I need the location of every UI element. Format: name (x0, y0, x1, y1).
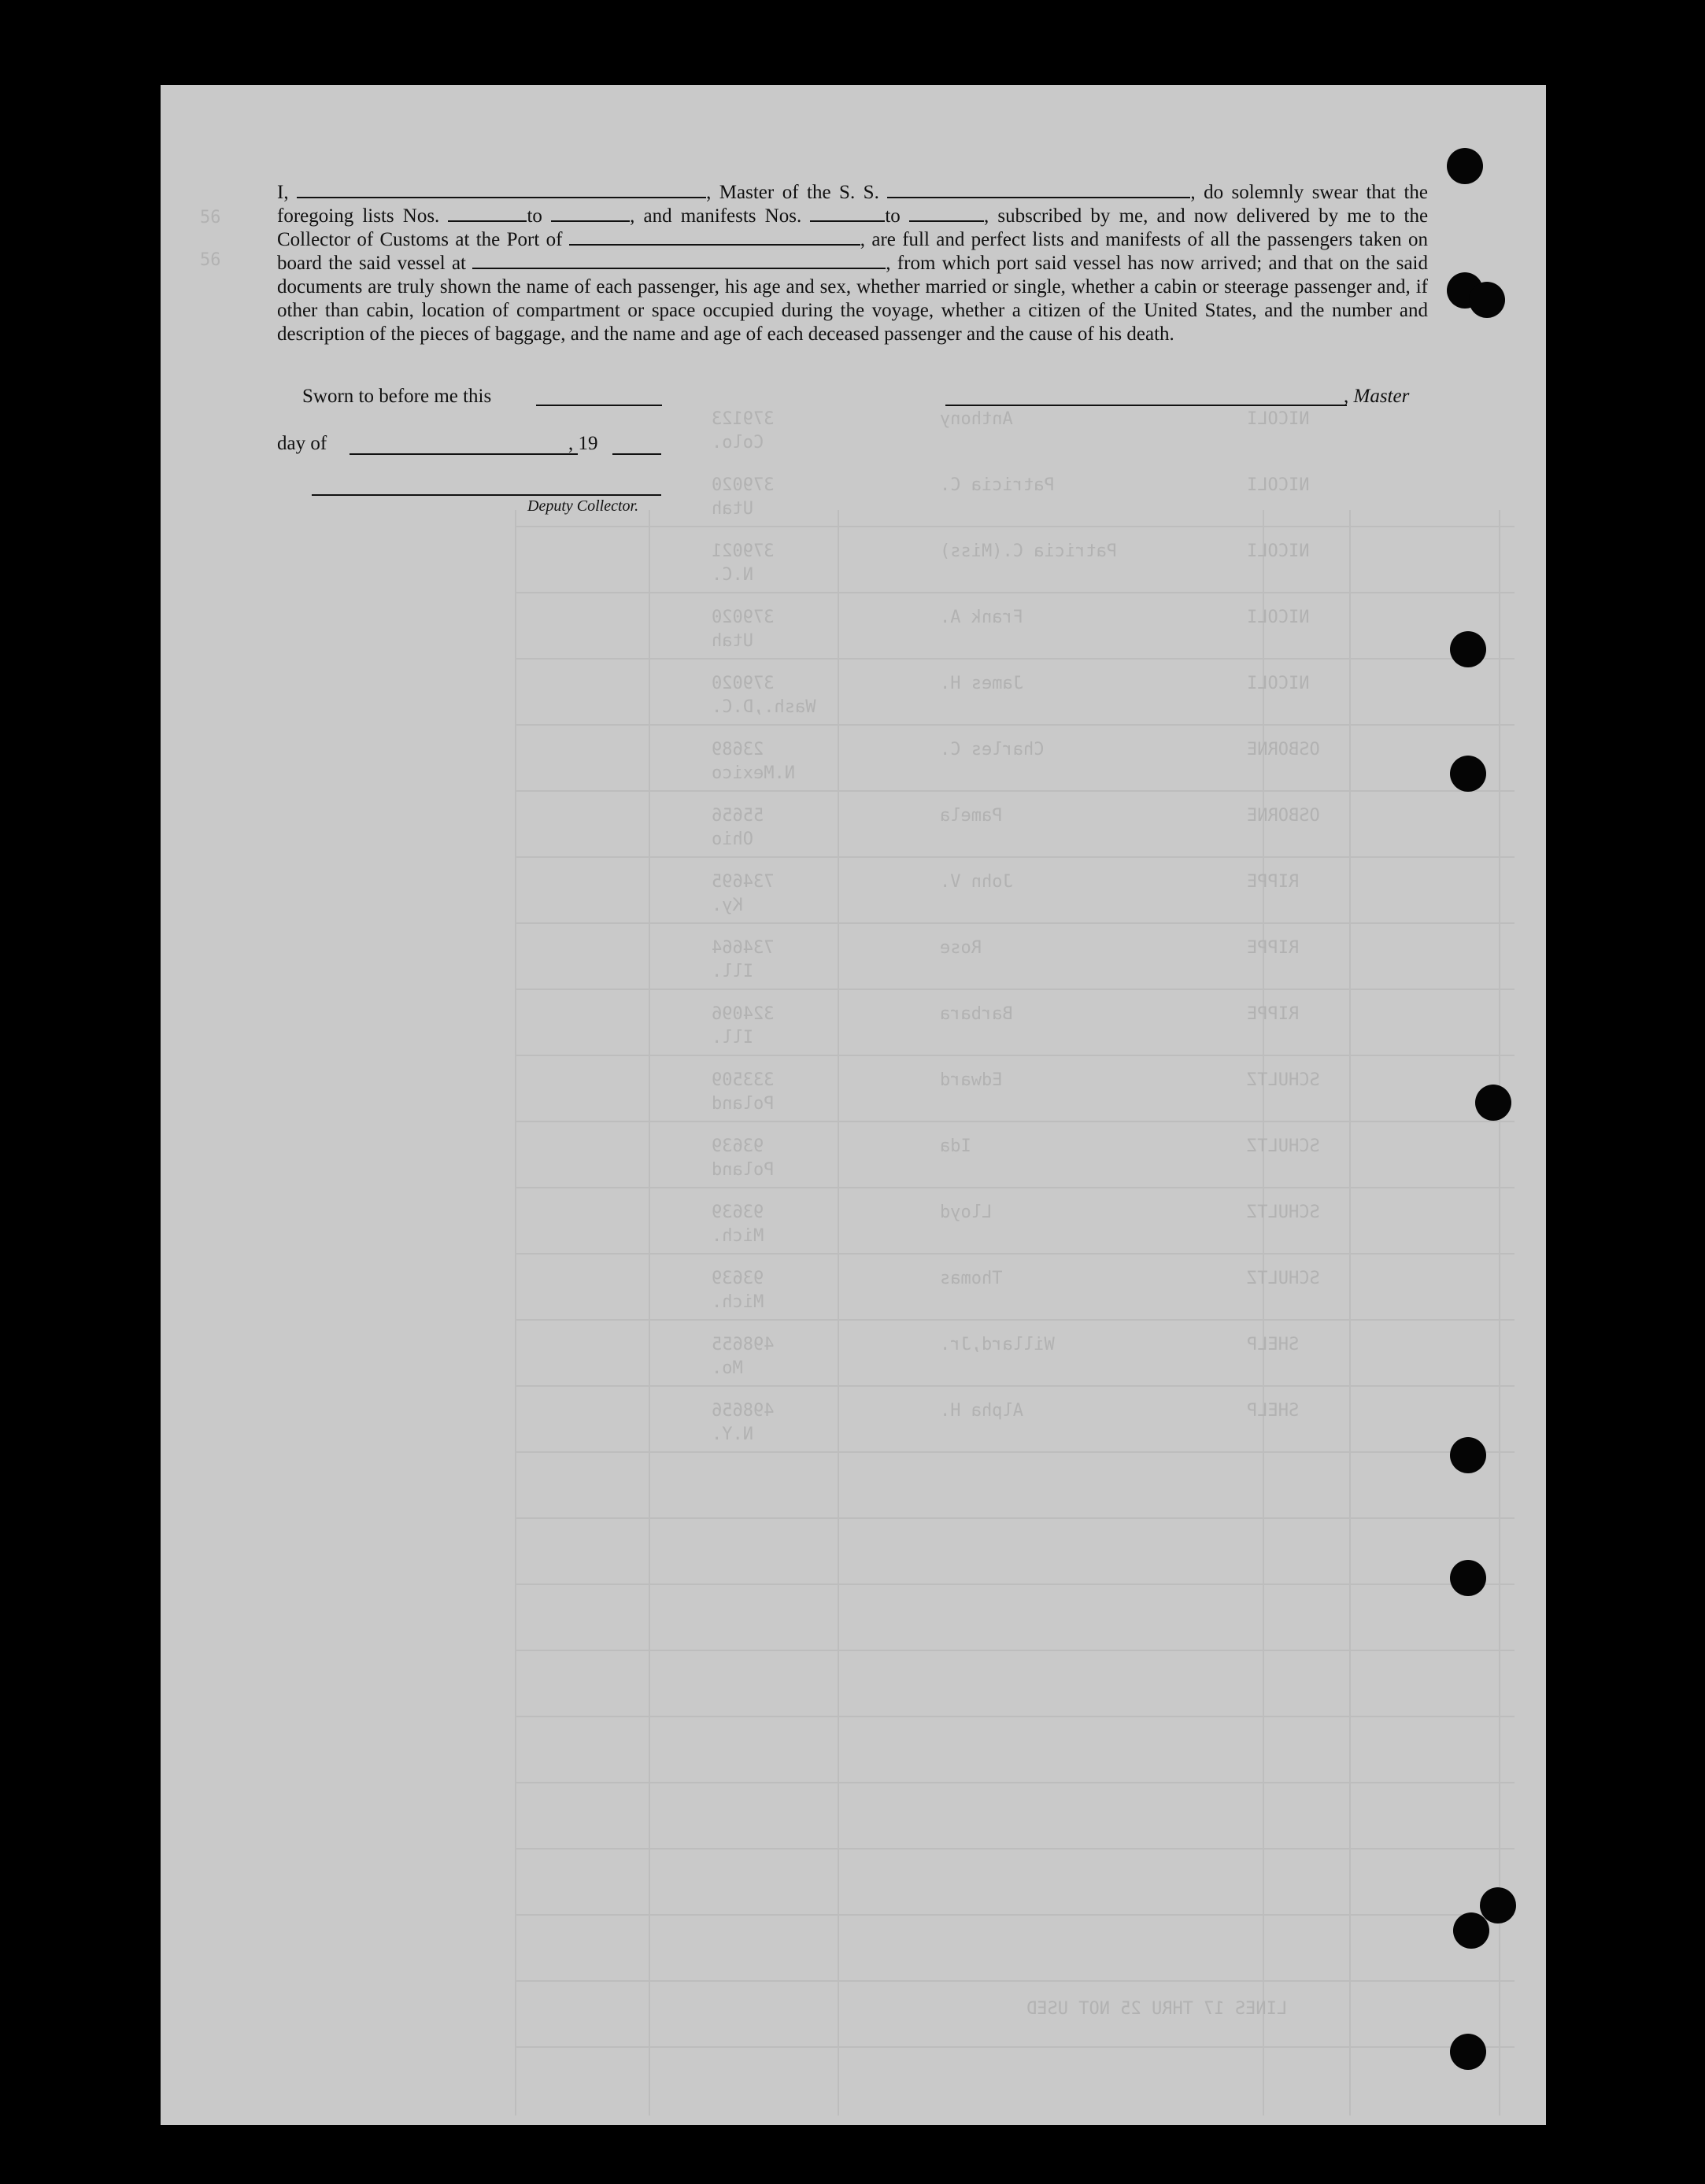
bleed-number-text: 734695 (712, 872, 775, 892)
bleed-number (712, 409, 774, 429)
binder-hole (1480, 1887, 1516, 1923)
oath-text-7: , subscribed by me, and now delivered by me to the Collector of Customs at the Port of (277, 205, 1429, 250)
lists-from-blank (448, 205, 527, 222)
bleed-given-name-text: Barbara (940, 1004, 1013, 1024)
binder-hole (1453, 1912, 1489, 1949)
grid-line (515, 1253, 1515, 1255)
bleed-place (712, 962, 753, 981)
bleed-surname (1247, 674, 1309, 693)
oath-text-6: to (885, 205, 901, 227)
bleed-surname-text: SCHULTZ (1247, 1203, 1320, 1222)
manifests-from-blank (810, 205, 885, 222)
bleed-number-text: 379020 (712, 475, 775, 495)
binder-hole (1450, 2034, 1486, 2070)
bleed-number (712, 541, 774, 561)
bleed-number (712, 938, 774, 958)
grid-line (515, 989, 1515, 990)
bleed-place (712, 1226, 764, 1246)
bleed-surname-text: OSBORNE (1247, 740, 1320, 759)
binder-hole (1450, 631, 1486, 667)
bleed-number (712, 1335, 774, 1354)
grid-line (515, 922, 1515, 924)
bleed-number-text: 379020 (712, 608, 775, 627)
footer-note-text: LINES 17 THRU 25 NOT USED (1026, 1999, 1288, 2019)
bleed-surname (1247, 806, 1320, 826)
grid-line (515, 1385, 1515, 1387)
bleed-surname-text: RIPPE (1247, 872, 1300, 892)
bleed-given-name-text: Edward (940, 1070, 1003, 1090)
grid-column-line (1349, 510, 1351, 2116)
bleed-place-text: Mo. (712, 1358, 743, 1378)
bleed-number-text: 498655 (712, 1335, 775, 1354)
bleed-given-name-text: Patricia C.(Miss) (940, 541, 1118, 561)
bleed-place (712, 499, 753, 519)
bleed-place (712, 631, 753, 651)
bleed-given-name (940, 740, 1044, 759)
bleed-number (712, 475, 774, 495)
bleed-surname-text: SHELP (1247, 1335, 1300, 1354)
bleed-number-text: 379021 (712, 541, 775, 561)
binder-hole (1450, 1560, 1486, 1596)
footer-note (1026, 1999, 1287, 2019)
grid-line (515, 790, 1515, 792)
grid-line (515, 1187, 1515, 1188)
bleed-given-name-text: Rose (940, 938, 982, 958)
bleed-place (712, 1358, 743, 1378)
oath-text-8: , are full and perfect lists and manifests of all the passengers taken on board the said vessel at (277, 229, 1428, 274)
bleed-place-text: Colo. (712, 433, 764, 453)
departure-port-blank (472, 252, 886, 269)
bleed-number-text: 93639 (712, 1269, 764, 1288)
binder-hole (1450, 756, 1486, 792)
bleed-place (712, 433, 764, 453)
grid-column-line (515, 510, 516, 2116)
bleed-surname-text: NICOLI (1247, 541, 1310, 561)
bleed-place-text: Utah (712, 499, 753, 519)
sworn-label: Sworn to before me this (302, 386, 492, 407)
bleed-place-text: Utah (712, 631, 753, 651)
bleed-place-text: Mich. (712, 1226, 764, 1246)
master-label-text: Master (1353, 386, 1410, 407)
bleed-given-name (940, 938, 982, 958)
bleed-number-text: 734664 (712, 938, 775, 958)
bleed-given-name-text: Lloyd (940, 1203, 993, 1222)
bleed-number (712, 1401, 774, 1421)
port-blank (569, 228, 860, 246)
bleed-place-text: Mich. (712, 1292, 764, 1312)
bleed-place (712, 1094, 774, 1114)
bleed-place-text: Poland (712, 1160, 775, 1180)
bleed-given-name-text: Charles C. (940, 740, 1045, 759)
bleed-number-text: 23689 (712, 740, 764, 759)
bleed-place (712, 1160, 774, 1180)
bleed-place-text: N.Y. (712, 1425, 753, 1444)
bleed-number (712, 740, 764, 759)
day-of-label: day of (277, 433, 327, 454)
bleed-surname (1247, 1070, 1320, 1090)
grid-line (515, 1782, 1515, 1783)
grid-line (515, 2046, 1515, 2048)
bleed-surname-text: OSBORNE (1247, 806, 1320, 826)
lists-to-blank (551, 205, 630, 222)
grid-line (515, 1848, 1515, 1850)
bleed-place (712, 1292, 764, 1312)
bleed-given-name (940, 1203, 992, 1222)
grid-line (515, 724, 1515, 726)
bleed-number-text: 93639 (712, 1203, 764, 1222)
bleed-place (712, 565, 753, 585)
ship-name-blank (887, 181, 1190, 198)
grid-line (515, 1451, 1515, 1453)
bleed-given-name-text: John V. (940, 872, 1013, 892)
oath-text-4: to (527, 205, 542, 227)
bleed-number-text: 93639 (712, 1136, 764, 1156)
grid-line (515, 1583, 1515, 1585)
deputy-collector-label: Deputy Collector. (527, 497, 639, 515)
grid-line (515, 1650, 1515, 1651)
bleed-surname-text: NICOLI (1247, 409, 1310, 429)
bleed-surname-text: SCHULTZ (1247, 1070, 1320, 1090)
bleed-surname-text: SCHULTZ (1247, 1136, 1320, 1156)
bleed-given-name-text: James H. (940, 674, 1023, 693)
bleed-number (712, 1269, 764, 1288)
bleed-given-name-text: Frank A. (940, 608, 1023, 627)
binder-hole (1475, 1085, 1511, 1121)
master-name-blank (297, 181, 706, 198)
oath-text-5: , and manifests Nos. (630, 205, 802, 227)
bleed-number-text: 324096 (712, 1004, 775, 1024)
bleed-place-text: Ohio (712, 830, 753, 849)
bleed-surname-text: NICOLI (1247, 608, 1310, 627)
bleed-number (712, 608, 774, 627)
bleed-given-name (940, 1070, 1002, 1090)
grid-line (515, 592, 1515, 593)
bleed-surname-text: NICOLI (1247, 475, 1310, 495)
bleed-surname (1247, 872, 1299, 892)
bleed-surname-text: SHELP (1247, 1401, 1300, 1421)
bleed-place (712, 896, 743, 915)
bleed-number (712, 806, 764, 826)
sworn-day-blank (536, 405, 662, 406)
bleed-surname (1247, 541, 1309, 561)
binder-hole (1447, 148, 1483, 184)
bleed-place-text: N.Mexico (712, 763, 795, 783)
bleed-place-text: Ky. (712, 896, 743, 915)
bleed-given-name (940, 1401, 1023, 1421)
bleed-number (712, 872, 774, 892)
bleed-given-name (940, 409, 1013, 429)
bleed-given-name (940, 1335, 1055, 1354)
grid-line (515, 1121, 1515, 1122)
bleed-given-name (940, 1004, 1013, 1024)
bleed-given-name (940, 1269, 1002, 1288)
bleed-given-name (940, 541, 1117, 561)
bleed-surname (1247, 1269, 1320, 1288)
bleed-given-name-text: Thomas (940, 1269, 1003, 1288)
bleed-place-text: Ill. (712, 962, 753, 981)
grid-line (515, 1914, 1515, 1916)
bleed-number-text: 379020 (712, 674, 775, 693)
year-blank (612, 453, 661, 455)
bleed-given-name (940, 608, 1023, 627)
bleed-surname (1247, 409, 1309, 429)
bleed-number-text: 333509 (712, 1070, 775, 1090)
bleed-surname (1247, 1335, 1299, 1354)
bleed-place-text: N.C. (712, 565, 753, 585)
year-prefix: , 19 (568, 433, 598, 454)
bleed-given-name-text: Pamela (940, 806, 1003, 826)
bleed-given-name (940, 806, 1002, 826)
bleed-surname (1247, 1004, 1299, 1024)
bleed-surname (1247, 1203, 1320, 1222)
oath-paragraph (277, 181, 1428, 346)
oath-text-1: I, (277, 182, 289, 203)
bleed-surname-text: RIPPE (1247, 1004, 1300, 1024)
bleed-surname-text: SCHULTZ (1247, 1269, 1320, 1288)
manifest-page (161, 85, 1546, 2125)
grid-column-line (649, 510, 650, 2116)
bleed-place (712, 830, 753, 849)
grid-column-line (838, 510, 839, 2116)
bleed-surname-text: RIPPE (1247, 938, 1300, 958)
bleed-given-name (940, 475, 1055, 495)
grid-line (515, 1055, 1515, 1056)
bleed-surname (1247, 1401, 1299, 1421)
bleed-given-name (940, 1136, 971, 1156)
oath-text-9: , from which port said vessel has now arrived; and that on the said documents are truly shown the name of each passenger, his age and sex, whether married or single, whether a cabin or steerage passenger and, if other than cabin, location of compartment or space occupied during the voyage, whether a citizen of the United States, and the number and description of the pieces of baggage, and the name and age of each deceased passenger and the cause of his death. (277, 253, 1429, 345)
deputy-signature-line (312, 494, 661, 496)
bleed-place (712, 697, 816, 717)
bleed-given-name-text: Ida (940, 1136, 971, 1156)
bleed-surname (1247, 740, 1320, 759)
bleed-place (712, 1425, 753, 1444)
master-signature-line (945, 405, 1347, 406)
month-blank (350, 453, 578, 455)
bleed-number (712, 1070, 774, 1090)
bleed-place-text: Wash.,D.C. (712, 697, 816, 717)
bleed-number (712, 1203, 764, 1222)
bleed-number (712, 674, 774, 693)
bleed-surname-text: NICOLI (1247, 674, 1310, 693)
bleed-surname (1247, 475, 1309, 495)
bleed-surname (1247, 938, 1299, 958)
bleed-number (712, 1004, 774, 1024)
bleed-number-text: 379123 (712, 409, 775, 429)
bleed-given-name-text: Anthony (940, 409, 1013, 429)
margin-number-1: 56 (200, 208, 221, 227)
bleed-given-name (940, 872, 1013, 892)
bleed-given-name-text: Willard,Jr. (940, 1335, 1055, 1354)
margin-number-2: 56 (200, 250, 221, 270)
grid-line (515, 1716, 1515, 1717)
grid-line (515, 1517, 1515, 1519)
bleed-place (712, 1028, 753, 1048)
bleed-number (712, 1136, 764, 1156)
oath-text-3: , do solemnly swear that the foregoing lists Nos. (277, 182, 1428, 227)
bleed-surname (1247, 608, 1309, 627)
bleed-number-text: 498656 (712, 1401, 775, 1421)
bleed-place (712, 763, 795, 783)
grid-line (515, 856, 1515, 858)
grid-line (515, 526, 1515, 527)
bleed-surname (1247, 1136, 1320, 1156)
bleed-place-text: Poland (712, 1094, 775, 1114)
bleed-given-name-text: Patricia C. (940, 475, 1055, 495)
master-label: , Master (1344, 386, 1410, 407)
bleed-number-text: 55656 (712, 806, 764, 826)
grid-line (515, 1980, 1515, 1982)
grid-column-line (1499, 510, 1500, 2116)
grid-line (515, 658, 1515, 660)
grid-line (515, 1319, 1515, 1321)
manifests-to-blank (909, 205, 984, 222)
oath-text-2: , Master of the S. S. (706, 182, 879, 203)
binder-hole (1469, 282, 1505, 318)
bleed-place-text: Ill. (712, 1028, 753, 1048)
bleed-given-name-text: Alpha H. (940, 1401, 1023, 1421)
binder-hole (1450, 1437, 1486, 1473)
bleed-given-name (940, 674, 1023, 693)
